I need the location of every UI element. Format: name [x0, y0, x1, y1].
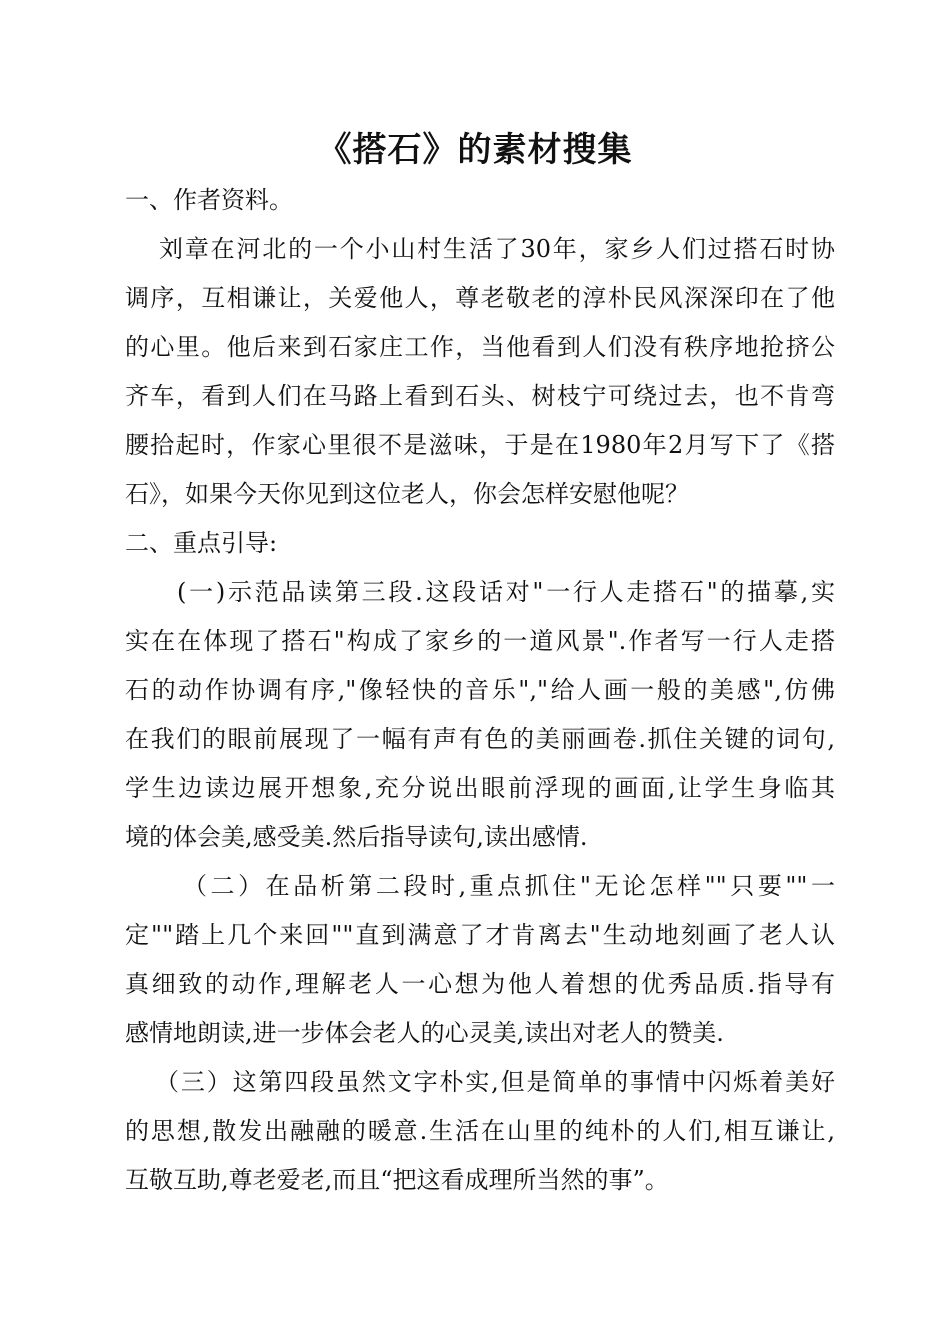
text-line: 互敬互助,尊老爱老,而且“把这看成理所当然的事”。: [125, 1166, 669, 1194]
section-heading-author: 一、作者资料。: [125, 186, 293, 214]
text-line: 学生边读边展开想象,充分说出眼前浮现的画面,让学生身临其: [125, 774, 835, 802]
text-line: 真细致的动作,理解老人一心想为他人着想的优秀品质.指导有: [125, 970, 835, 998]
text-line: 齐车，看到人们在马路上看到石头、树枝宁可绕过去，也不肯弯: [125, 382, 835, 410]
document-body: [125, 176, 835, 1205]
text-line: （三）这第四段虽然文字朴实,但是简单的事情中闪烁着美好: [155, 1068, 835, 1096]
document-title: 《搭石》的素材搜集: [317, 130, 633, 170]
paragraph-guidance-3: [125, 1058, 835, 1205]
text-line: 的心里。他后来到石家庄工作，当他看到人们没有秩序地抢挤公: [125, 333, 835, 361]
section-heading-guidance: 二、重点引导:: [125, 529, 278, 557]
paragraph-guidance-1: [125, 568, 835, 862]
text-line: 调序，互相谦让，关爱他人，尊老敬老的淳朴民风深深印在了他: [125, 284, 835, 312]
text-line: 在我们的眼前展现了一幅有声有色的美丽画卷.抓住关键的词句,: [125, 725, 835, 753]
text-line: 实在在体现了搭石"构成了家乡的一道风景".作者写一行人走搭: [125, 627, 835, 655]
text-line: 腰拾起时，作家心里很不是滋味，于是在1980年2月写下了《搭: [125, 431, 835, 459]
text-line: 石》，如果今天你见到这位老人，你会怎样安慰他呢？: [125, 480, 689, 508]
paragraph-author-info: [125, 225, 835, 519]
text-line: 感情地朗读,进一步体会老人的心灵美,读出对老人的赞美.: [125, 1019, 724, 1047]
text-line: （二）在品析第二段时,重点抓住"无论怎样""只要""一: [183, 872, 835, 900]
text-line: 刘章在河北的一个小山村生活了30年，家乡人们过搭石时协: [159, 235, 835, 263]
text-line: (一)示范品读第三段.这段话对"一行人走搭石"的描摹,实: [177, 578, 835, 606]
text-line: 定""踏上几个来回""直到满意了才肯离去"生动地刻画了老人认: [125, 921, 835, 949]
text-line: 境的体会美,感受美.然后指导读句,读出感情.: [125, 823, 588, 851]
text-line: 的思想,散发出融融的暖意.生活在山里的纯朴的人们,相互谦让,: [125, 1117, 835, 1145]
text-line: 石的动作协调有序,"像轻快的音乐","给人画一般的美感",仿佛: [125, 676, 835, 704]
paragraph-guidance-2: [125, 862, 835, 1058]
